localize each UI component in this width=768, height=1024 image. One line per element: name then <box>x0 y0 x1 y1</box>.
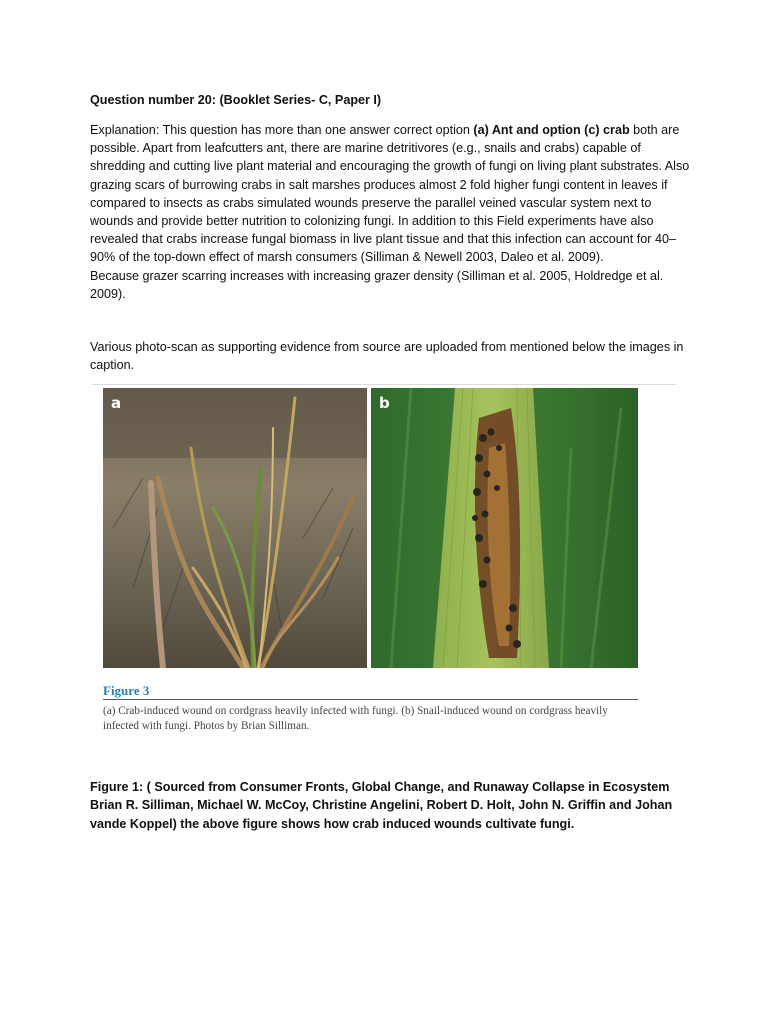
snail-wound-cordgrass-image <box>371 388 638 668</box>
supporting-evidence-text: Various photo-scan as supporting evidence from source are uploaded from mentioned below the images in caption. <box>90 340 684 373</box>
crab-wound-cordgrass-image <box>103 388 367 668</box>
source-caption: Figure 1: ( Sourced from Consumer Fronts, Global Change, and Runaway Collapse in Ecosystem Brian R. Silliman, Michael W. McCoy, Christine Angelini, Robert D. Holt, John N. Griffin and Johan vande Koppel) the above figure shows how crab induced wounds cultivate fungi. <box>90 780 673 831</box>
panel-b-letter: b <box>379 394 390 412</box>
figure-caption: (a) Crab-induced wound on cordgrass heavily infected with fungi. (b) Snail-induced wound on cordgrass heavily infected with fungi. Photos by Brian Silliman. <box>103 705 608 732</box>
figure-top-divider <box>92 384 676 385</box>
explanation-body: both are possible. Apart from leafcutters ant, there are marine detritivores (e.g., snails and crabs) capable of shredding and cutting live plant material and encouraging the growth of fungi on living plant substrates. Also grazing scars of burrowing crabs in salt marshes produces almost 2 fold higher fungi content in leaves if compared to insects as crabs simulated wounds preserve the parallel veined vascular system next to wounds and provide better nutrition to colonizing fungi. In addition to this Field experiments have also revealed that crabs increase fungal biomass in live plant tissue and that this infection can account for 40–90% of the top-down effect of marsh consumers (Silliman & Newell 2003, Daleo et al. 2009). <box>90 123 690 265</box>
figure-panel-a-photo <box>103 388 367 668</box>
figure-panel-b-photo <box>371 388 638 668</box>
figure-label: Figure 3 <box>103 683 150 698</box>
explanation-paragraph-1 <box>90 121 690 267</box>
figure-label-rule <box>103 699 638 700</box>
explanation-paragraph-2: Because grazer scarring increases with increasing grazer density (Silliman et al. 2005, Holdredge et al. 2009). <box>90 268 664 301</box>
panel-a-letter: a <box>111 394 122 412</box>
answer-options: (a) Ant and option (c) crab <box>473 123 630 137</box>
explanation-block <box>90 121 690 303</box>
question-heading: Question number 20: (Booklet Series- C, Paper I) <box>90 93 382 107</box>
explanation-lead: Explanation: This question has more than one answer correct option <box>90 123 474 137</box>
